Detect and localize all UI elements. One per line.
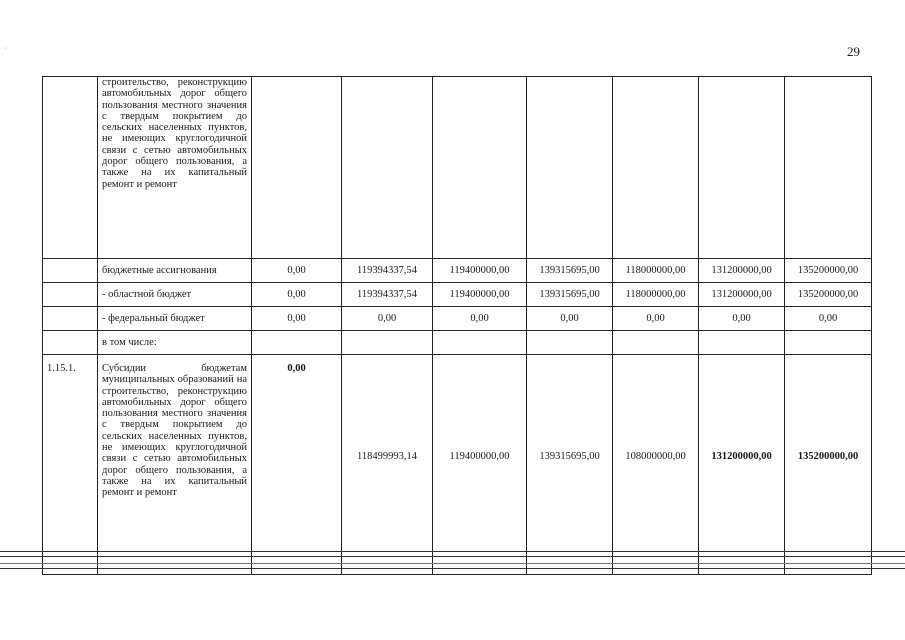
scan-line [0, 551, 905, 552]
value-cell: 139315695,00 [527, 355, 613, 575]
row-label: бюджетные ассигнования [98, 259, 252, 283]
row-label: - федеральный бюджет [98, 307, 252, 331]
value-cell: 0,00 [342, 307, 433, 331]
value-cell: 118000000,00 [613, 259, 699, 283]
value-cell: 131200000,00 [699, 355, 785, 575]
value-cell [699, 331, 785, 355]
value-cell: 131200000,00 [699, 283, 785, 307]
value-cell: 119400000,00 [433, 259, 527, 283]
table-row [43, 307, 872, 331]
value-cell [527, 77, 613, 259]
value-cell: 135200000,00 [785, 283, 872, 307]
value-cell [342, 77, 433, 259]
value-cell: 0,00 [699, 307, 785, 331]
value-cell [342, 331, 433, 355]
value-cell [433, 77, 527, 259]
row-index [43, 283, 98, 307]
value-cell: 0,00 [527, 307, 613, 331]
value-cell: 0,00 [252, 283, 342, 307]
table-row [43, 355, 872, 575]
row-index [43, 307, 98, 331]
row-index: 1.15.1. [43, 355, 98, 575]
budget-table [42, 76, 872, 575]
value-cell: 118499993,14 [342, 355, 433, 575]
value-cell: 0,00 [252, 259, 342, 283]
value-cell: 0,00 [433, 307, 527, 331]
row-index [43, 331, 98, 355]
row-index [43, 77, 98, 259]
value-cell: 135200000,00 [785, 355, 872, 575]
scan-mark: · [4, 44, 7, 53]
scan-line [0, 568, 905, 569]
value-cell: 139315695,00 [527, 259, 613, 283]
value-cell: 0,00 [613, 307, 699, 331]
row-label: - областной бюджет [98, 283, 252, 307]
value-cell: 0,00 [252, 307, 342, 331]
scan-line [0, 563, 905, 564]
table-row [43, 77, 872, 259]
table-row [43, 331, 872, 355]
value-cell: 119400000,00 [433, 355, 527, 575]
row-label: в том числе: [98, 331, 252, 355]
row-description: строительство, реконструкцию автомобильных дорог общего пользования местного значения с твердым покрытием до сельских населенных пунктов, не имеющих круглогодичной связи с сетью автомобильных дорог общего пользования, а также на их капитальный ремонт и ремонт [98, 77, 252, 259]
page-number: 29 [847, 44, 860, 59]
value-cell [785, 331, 872, 355]
value-cell: 0,00 [252, 355, 342, 575]
scan-line [0, 556, 905, 557]
value-cell [613, 77, 699, 259]
table-row [43, 259, 872, 283]
value-cell: 118000000,00 [613, 283, 699, 307]
row-description: Субсидии бюджетам муниципальных образований на строительство, реконструкцию автомобильных дорог общего пользования местного значения с твердым покрытием до сельских населенных пунктов, не имеющих круглогодичной связи с сетью автомобильных дорог общего пользования, а также на их капитальный ремонт и ремонт [98, 355, 252, 575]
value-cell [252, 77, 342, 259]
value-cell: 108000000,00 [613, 355, 699, 575]
value-cell [252, 331, 342, 355]
value-cell: 0,00 [785, 307, 872, 331]
row-index [43, 259, 98, 283]
value-cell [527, 331, 613, 355]
value-cell [433, 331, 527, 355]
value-cell: 119400000,00 [433, 283, 527, 307]
table-row [43, 283, 872, 307]
value-cell: 135200000,00 [785, 259, 872, 283]
value-cell [785, 77, 872, 259]
value-cell: 119394337,54 [342, 283, 433, 307]
value-cell: 131200000,00 [699, 259, 785, 283]
value-cell [699, 77, 785, 259]
value-cell: 119394337,54 [342, 259, 433, 283]
value-cell: 139315695,00 [527, 283, 613, 307]
value-cell [613, 331, 699, 355]
